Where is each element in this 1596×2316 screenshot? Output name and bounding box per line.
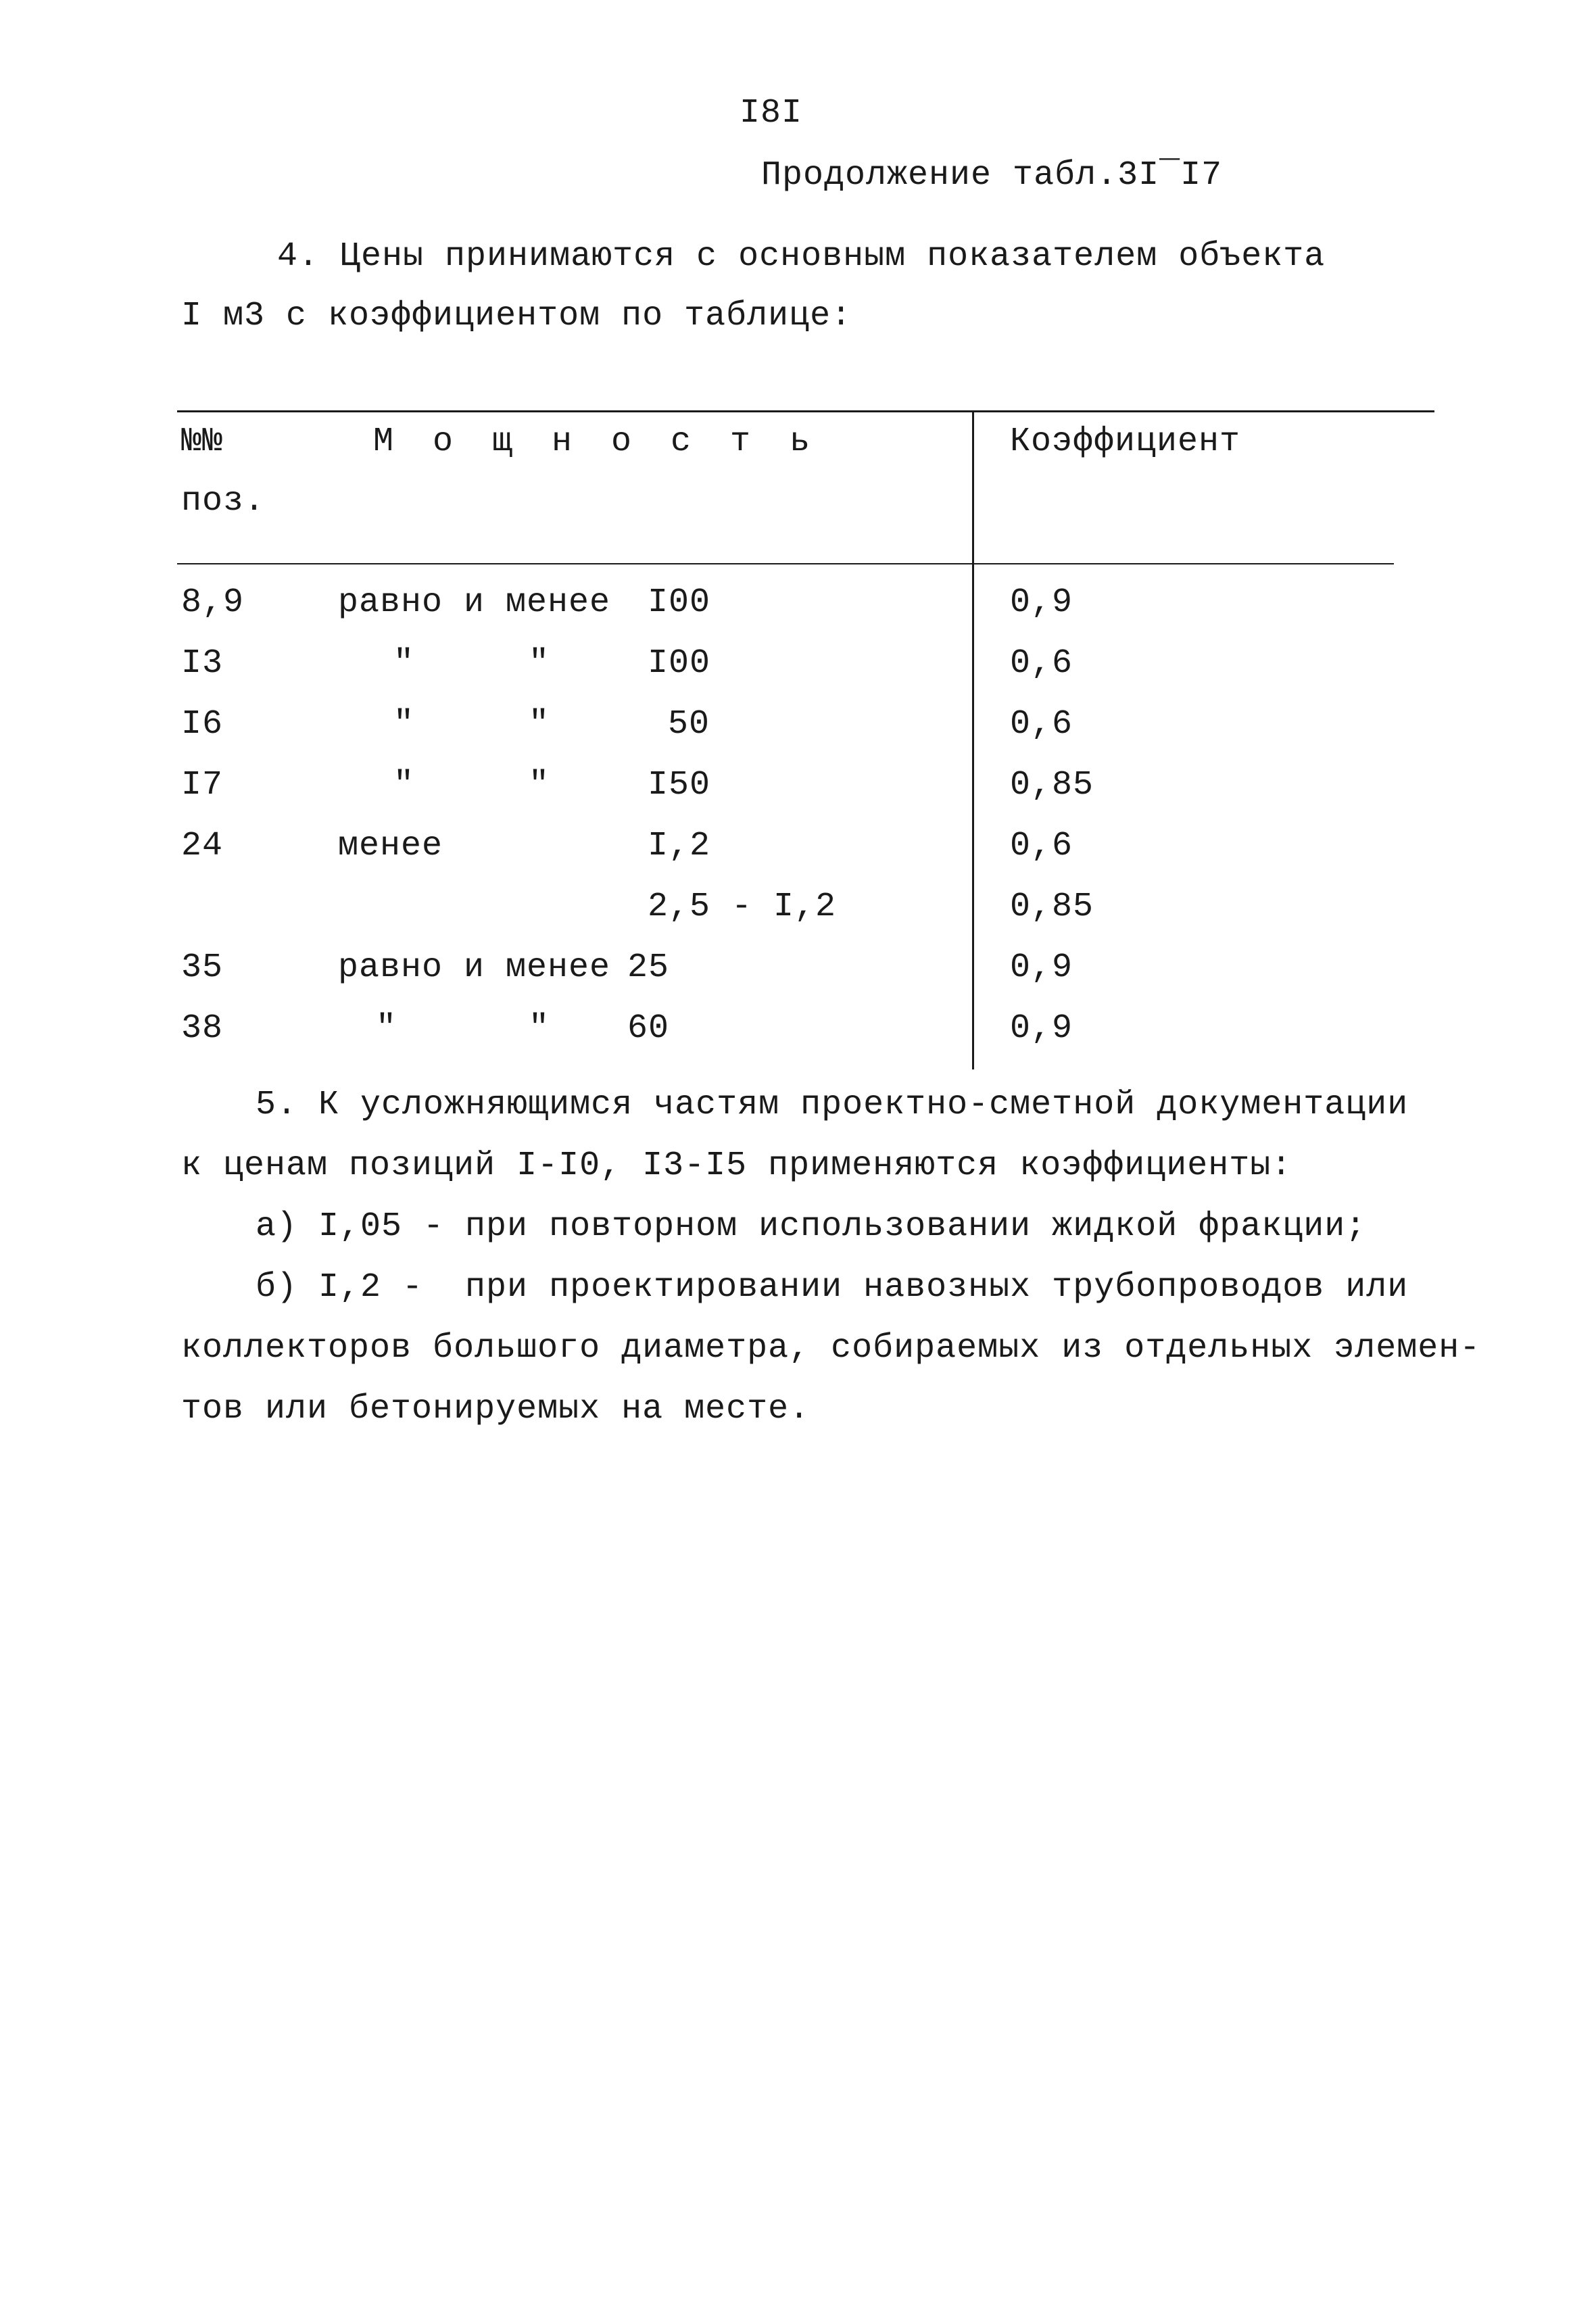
row-coefficient: 0,9 [1010,1009,1073,1048]
row-value: 50 [668,705,710,744]
header-position-number: №№ [181,423,224,461]
paragraph-5-line-1: 5. К усложняющимся частям проектно-сметной документации [256,1086,1409,1124]
row-coefficient: 0,6 [1010,644,1073,683]
row-value: I,2 [648,827,711,865]
row-coefficient: 0,85 [1010,888,1094,926]
row-position: 35 [181,948,224,987]
ditto-mark: " [529,766,550,804]
row-value: I00 [648,583,711,622]
row-coefficient: 0,9 [1010,948,1073,987]
ditto-mark: " [393,705,415,744]
header-power: М о щ н о с т ь [373,423,820,461]
row-value: 2,5 - I,2 [648,888,837,926]
paragraph-5-line-2: к ценам позиций I-I0, I3-I5 применяются коэффициенты: [181,1147,1292,1185]
row-position: 24 [181,827,224,865]
row-value: I50 [648,766,711,804]
row-coefficient: 0,85 [1010,766,1094,804]
paragraph-5-item-b-line-1: б) I,2 - при проектировании навозных трубопроводов или [256,1268,1409,1307]
ditto-mark: " [393,766,415,804]
ditto-mark: " [529,1009,550,1048]
row-position: I7 [181,766,224,804]
table-header-rule [177,563,1394,564]
row-description: равно и менее [338,948,611,987]
row-description: менее [338,827,443,865]
paragraph-4-line-1: 4. Цены принимаются с основным показателем объекта [277,237,1326,276]
row-position: I3 [181,644,224,683]
paragraph-5-item-a: а) I,05 - при повторном использовании жидкой фракции; [256,1207,1367,1246]
table-column-divider [972,410,974,1069]
row-value: 60 [627,1009,670,1048]
header-position-label: поз. [181,482,266,521]
ditto-mark: " [376,1009,397,1048]
paragraph-4-line-2: I м3 с коэффициентом по таблице: [181,297,852,335]
row-position: 8,9 [181,583,245,622]
ditto-mark: " [529,644,550,683]
row-position: 38 [181,1009,224,1048]
header-coefficient: Коэффициент [1010,423,1241,461]
row-coefficient: 0,9 [1010,583,1073,622]
ditto-mark: " [393,644,415,683]
row-coefficient: 0,6 [1010,827,1073,865]
paragraph-5-item-b-line-3: тов или бетонируемых на месте. [181,1390,811,1428]
ditto-mark: " [529,705,550,744]
row-description: равно и менее [338,583,611,622]
row-value: 25 [627,948,670,987]
row-coefficient: 0,6 [1010,705,1073,744]
paragraph-5-item-b-line-2: коллекторов большого диаметра, собираемых из отдельных элемен- [181,1329,1481,1368]
row-position: I6 [181,705,224,744]
row-value: I00 [648,644,711,683]
table-top-rule [177,410,1434,412]
page-number: I8I [740,94,803,132]
table-continuation-label: Продолжение табл.3I‾I7 [761,156,1223,195]
